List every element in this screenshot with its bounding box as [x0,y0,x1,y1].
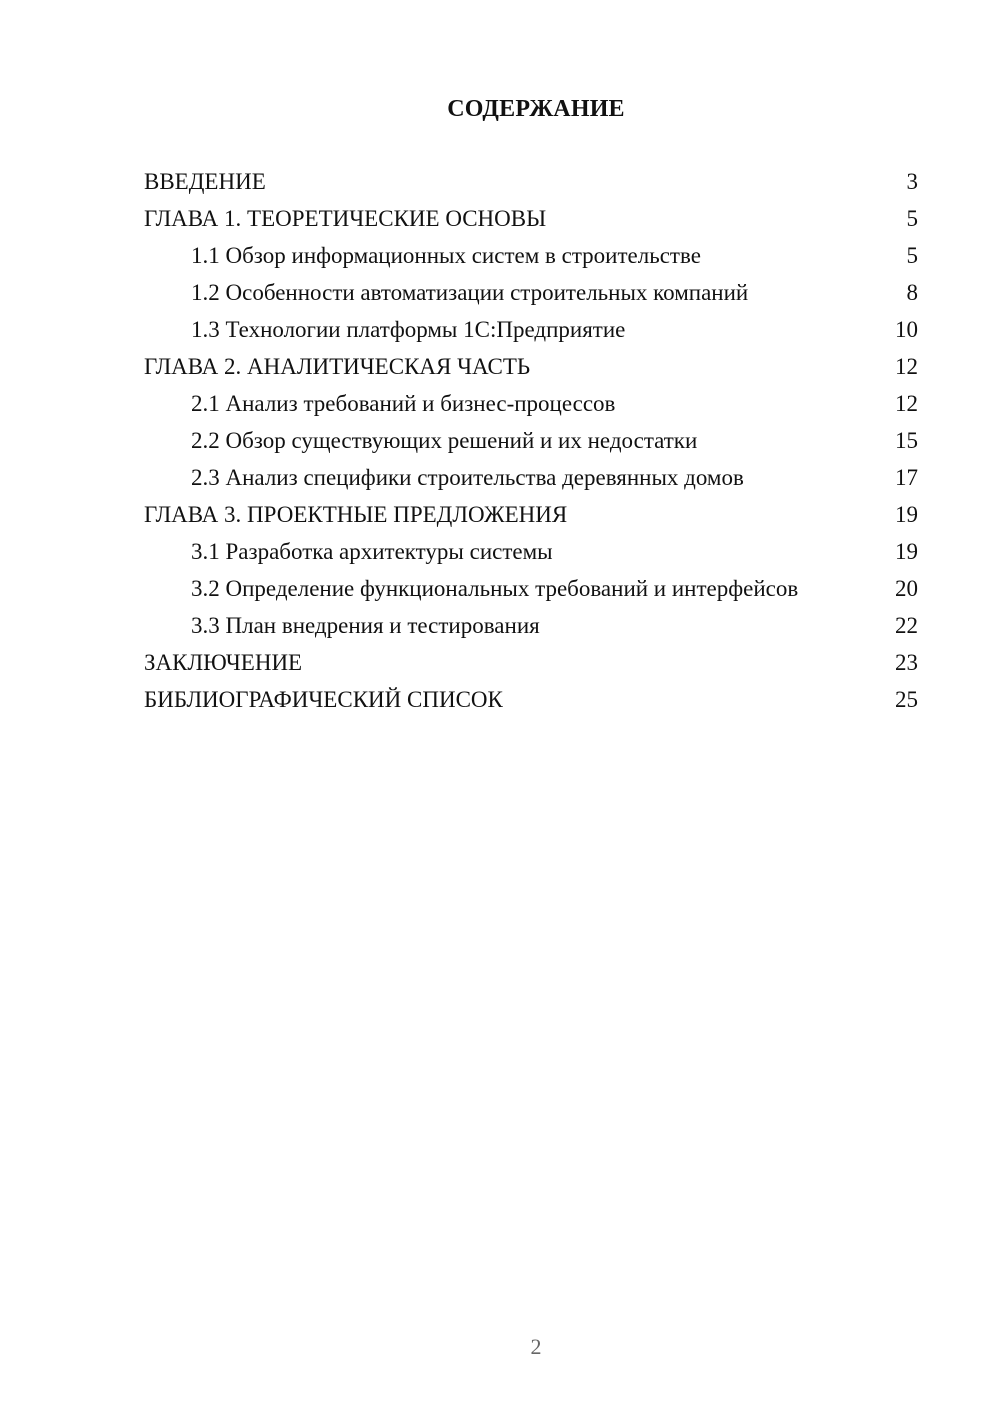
toc-entry-page: 8 [906,280,918,305]
toc-entry-page: 19 [895,539,918,564]
toc-entry-text: БИБЛИОГРАФИЧЕСКИЙ СПИСОК [144,687,503,712]
toc-entry-text: 3.1 Разработка архитектуры системы [191,539,553,564]
toc-entry-text: 1.2 Особенности автоматизации строительных компаний [191,280,749,305]
toc-entry-text: ВВЕДЕНИЕ [144,169,266,194]
toc-entry-text: ГЛАВА 2. АНАЛИТИЧЕСКАЯ ЧАСТЬ [144,354,531,379]
toc-entry-conclusion[interactable] [144,649,918,676]
toc-entry-3-2[interactable] [144,575,918,602]
toc-entry-introduction[interactable] [144,168,918,195]
toc-entry-text: 1.3 Технологии платформы 1С:Предприятие [191,317,626,342]
toc-entry-chapter-3[interactable] [144,501,918,528]
toc-entry-page: 23 [895,650,918,675]
toc-entry-page: 10 [895,317,918,342]
toc-entry-page: 22 [895,613,918,638]
toc-entry-bibliography[interactable] [144,686,918,713]
toc-entry-3-1[interactable] [144,538,918,565]
toc-entry-2-1[interactable] [144,390,918,417]
toc-entry-text: 3.2 Определение функциональных требований и интерфейсов [191,576,799,601]
toc-entry-chapter-1[interactable] [144,205,918,232]
toc-entry-page: 3 [906,169,918,194]
toc-entry-page: 25 [895,687,918,712]
toc-entry-3-3[interactable] [144,612,918,639]
toc-entry-page: 17 [895,465,918,490]
toc-entry-page: 15 [895,428,918,453]
toc-entry-text: ГЛАВА 3. ПРОЕКТНЫЕ ПРЕДЛОЖЕНИЯ [144,502,568,527]
page-title: СОДЕРЖАНИЕ [447,96,625,122]
toc-entry-page: 5 [906,206,918,231]
toc-entry-1-2[interactable] [144,279,918,306]
toc-entry-1-1[interactable] [144,242,918,269]
table-of-contents [144,168,918,723]
toc-entry-page: 5 [906,243,918,268]
toc-entry-page: 19 [895,502,918,527]
page-number: 2 [530,1334,542,1359]
toc-entry-text: 1.1 Обзор информационных систем в строительстве [191,243,701,268]
toc-entry-page: 12 [895,391,918,416]
toc-entry-page: 12 [895,354,918,379]
toc-entry-text: ЗАКЛЮЧЕНИЕ [144,650,303,675]
toc-entry-text: 2.2 Обзор существующих решений и их недостатки [191,428,698,453]
toc-entry-chapter-2[interactable] [144,353,918,380]
toc-entry-2-3[interactable] [144,464,918,491]
toc-entry-text: ГЛАВА 1. ТЕОРЕТИЧЕСКИЕ ОСНОВЫ [144,206,547,231]
toc-entry-2-2[interactable] [144,427,918,454]
toc-entry-page: 20 [895,576,918,601]
toc-entry-text: 3.3 План внедрения и тестирования [191,613,540,638]
toc-entry-text: 2.1 Анализ требований и бизнес-процессов [191,391,616,416]
toc-entry-1-3[interactable] [144,316,918,343]
toc-entry-text: 2.3 Анализ специфики строительства деревянных домов [191,465,744,490]
